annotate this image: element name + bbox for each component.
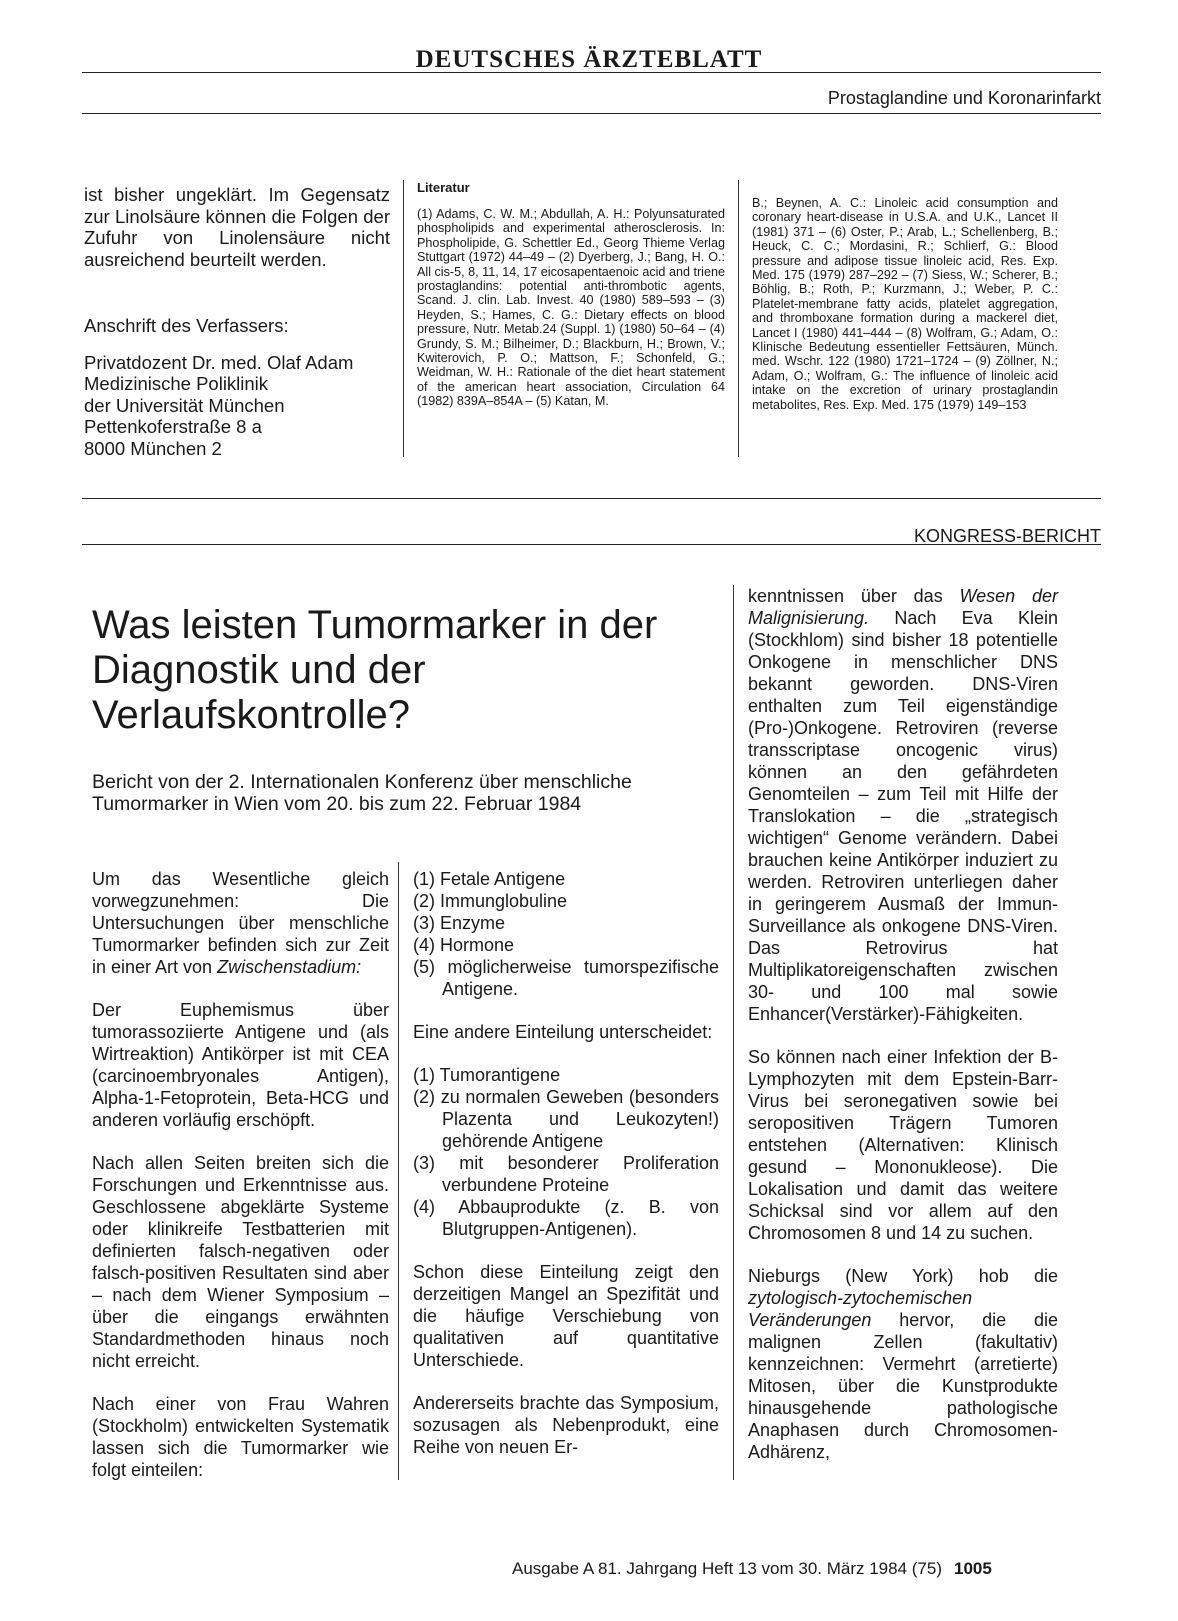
paragraph: Andererseits brachte das Symposium, sozusagen als Nebenprodukt, eine Reihe von neuen Er- [413,1393,719,1457]
list-item: (3) Enzyme [413,913,506,933]
paragraph [92,868,389,978]
list-item: (2) Immunglobuline [413,891,568,911]
masthead-rule [82,72,1101,73]
emphasis-text: zytologisch-zytochemischen Veränderungen [748,1288,973,1330]
column-divider [403,180,404,457]
address-line: Pettenkoferstraße 8 a [84,416,262,437]
literature-column-2 [752,196,1058,412]
previous-article-text: ist bisher ungeklärt. Im Gegensatz zur Linolsäure können die Folgen der Zufuhr von Linolensäure nicht ausreichend beurteilt werden. [84,184,390,270]
paragraph [748,585,1058,1025]
list-item: (2) zu normalen Geweben (besonders Plazenta und Leukozyten!) gehörende Antigene [413,1087,719,1151]
paragraph: Nach einer von Frau Wahren (Stockholm) entwickelten Systematik lassen sich die Tumormarker wie folgt einteilen: [92,1394,389,1480]
paragraph: Schon diese Einteilung zeigt den derzeitigen Mangel an Spezifität und die häufige Verschiebung von qualitativen auf quantitative Unterschiede. [413,1262,719,1370]
literature-references: (1) Adams, C. W. M.; Abdullah, A. H.: Polyunsaturated phospholipids and experimental atherosclerosis. In: Phospholipide, G. Schettler Ed., Georg Thieme Verlag Stuttgart (1972) 44–49 – (2) Dyerberg, J.; Bang, H. O.: All cis-5, 8, 11, 14, 17 eicosapentaenoic acid and triene prostaglandins: potential anti-thrombotic agents, Scand. J. clin. Lab. Invest. 40 (1980) 589–593 – (3) Heyden, S.; Hames, C. G.: Dietary effects on blood pressure, Nutr. Metab.24 (Suppl. 1) (1980) 50–64 – (4) Grundy, S. M.; Bilheimer, D.; Blackburn, H.; Brown, V.; Kwiterovich, P. O.; Mattson, F.; Schonfeld, G.; Weidman, W. H.: Rationale of the diet heart statement of the american heart association, Circulation 64 (1982) 839A–854A – (5) Katan, M. [417,207,725,409]
paragraph-text: Nach Eva Klein (Stockhlom) sind bisher 18 potentielle Onkogene in menschlicher DNS bekannt geworden. DNS-Viren enthalten zum Teil eigenständige (Pro-)Onkogene. Retroviren (reverse transscriptase oncogenic virus) können an den gefährdeten Genomteilen – zum Teil mit Hilfe der Translokation – die „strategisch wichtigen“ Genome verändern. Dabei brauchen keine Antikörper induziert zu werden. Retroviren unterliegen daher in geringerem Ausmaß der Immun-Surveillance als onkogene DNS-Viren. Das Retrovirus hat Multiplikatoreigenschaften zwischen 30- und 100 mal sowie Enhancer(Verstärker)-Fähigkeiten. [748,608,1058,1024]
section-rule-bottom [82,544,1101,545]
paragraph-text: Nieburgs (New York) hob die [748,1266,1058,1286]
column-divider [738,180,739,457]
topic-label: Prostaglandine und Koronarinfarkt [827,88,1101,108]
address-line: der Universität München [84,394,285,416]
masthead: DEUTSCHES ÄRZTEBLATT [415,46,763,73]
literature-column-1 [417,180,725,409]
paragraph [748,1265,1058,1463]
paragraph: Eine andere Einteilung unterscheidet: [413,1022,713,1042]
list-item: (1) Fetale Antigene [413,869,566,889]
address-line: Medizinische Poliklinik [84,373,269,394]
column-divider [398,862,399,1480]
list-item: (3) mit besonderer Proliferation verbundene Proteine [413,1153,719,1195]
header-rule [82,113,1101,114]
article-deck: Bericht von der 2. Internationalen Konferenz über menschliche Tumormarker in Wien vom 20. bis zum 22. Februar 1984 [92,771,632,815]
classification-list [413,1064,719,1240]
classification-list [413,868,719,1000]
list-item: (4) Hormone [413,935,515,955]
page-footer [512,1559,992,1579]
issue-info: Ausgabe A 81. Jahrgang Heft 13 vom 30. März 1984 (75) [512,1559,942,1578]
page-number: 1005 [954,1559,992,1578]
section-label: KONGRESS-BERICHT [913,526,1101,546]
previous-article-end [84,184,390,459]
paragraph-text: Um das Wesentliche gleich vorwegzunehmen: Die Untersuchungen über menschliche Tumormarker befinden sich zur Zeit in einer Art von [92,869,389,977]
address-label: Anschrift des Verfassers: [84,315,289,336]
emphasis-text: Wesen der Malignisierung. [748,586,1058,628]
body-column-2 [413,868,719,1479]
list-item: (1) Tumorantigene [413,1065,561,1085]
emphasis-text: Zwischenstadium: [217,957,362,977]
author-address [84,352,390,460]
list-item: (5) möglicherweise tumorspezifische Antigene. [413,957,719,999]
paragraph: So können nach einer Infektion der B-Lymphozyten mit dem Epstein-Barr-Virus bei seronegativen sowie bei seropositiven Trägern Tumoren entstehen (Alternativen: Klinisch gesund – Mononukleose). Die Lokalisation und damit das weitere Schicksal sind vor allem auf den Chromosomen 8 und 14 zu suchen. [748,1047,1058,1243]
paragraph-text: kenntnissen über das [748,586,960,606]
article-headline: Was leisten Tumormarker in der Diagnostik und der Verlaufskontrolle? [92,603,658,737]
literature-references: B.; Beynen, A. C.: Linoleic acid consumption and coronary heart-disease in U.S.A. and U.K., Lancet II (1981) 371 – (6) Oster, P.; Arab, L.; Schellenberg, B.; Heuck, C. C.; Mordasini, R.; Schlierf, G.: Blood pressure and adipose tissue linoleic acid, Res. Exp. Med. 175 (1979) 287–292 – (7) Siess, W.; Scherer, B.; Böhlig, B.; Roth, P.; Kurzmann, J.; Weber, P. C.: Platelet-membrane fatty acids, platelet aggregation, and thromboxane formation during a mackerel diet, Lancet I (1980) 441–444 – (8) Wolfram, G.; Adam, O.: Klinische Bedeutung essentieller Fettsäuren, Münch. med. Wschr. 122 (1980) 1721–1724 – (9) Zöllner, N.; Adam, O.; Wolfram, G.: The influence of linoleic acid intake on the excretion of urinary prostaglandin metabolites, Res. Exp. Med. 175 (1979) 149–153 [752,196,1058,412]
address-line: 8000 München 2 [84,437,222,459]
column-divider [733,585,734,1480]
paragraph: Nach allen Seiten breiten sich die Forschungen und Erkenntnisse aus. Geschlossene abgeklärte Systeme oder klinikreife Testbatterien mit definierten falsch-negativen oder falsch-positiven Resultaten sind aber – nach dem Wiener Symposium – über die eingangs erwähnten Standardmethoden hinaus noch nicht erreicht. [92,1153,389,1371]
paragraph-text: hervor, die die malignen Zellen (fakultativ) kennzeichnen: Vermehrt (arretierte) Mitosen, über die Kunstprodukte hinausgehende pathologische Anaphasen durch Chromosomen-Adhärenz, [748,1310,1058,1462]
body-column-1 [92,868,389,1502]
section-rule-top [82,498,1101,499]
address-line: Privatdozent Dr. med. Olaf Adam [84,351,354,373]
body-column-3 [748,585,1058,1484]
list-item: (4) Abbauprodukte (z. B. von Blutgruppen-Antigenen). [413,1197,719,1239]
paragraph: Der Euphemismus über tumorassoziierte Antigene und (als Wirtreaktion) Antikörper ist mit CEA (carcinoembryonales Antigen), Alpha-1-Fetoprotein, Beta-HCG und anderen vorläufig erschöpft. [92,1000,389,1130]
literature-heading: Literatur [417,180,470,195]
